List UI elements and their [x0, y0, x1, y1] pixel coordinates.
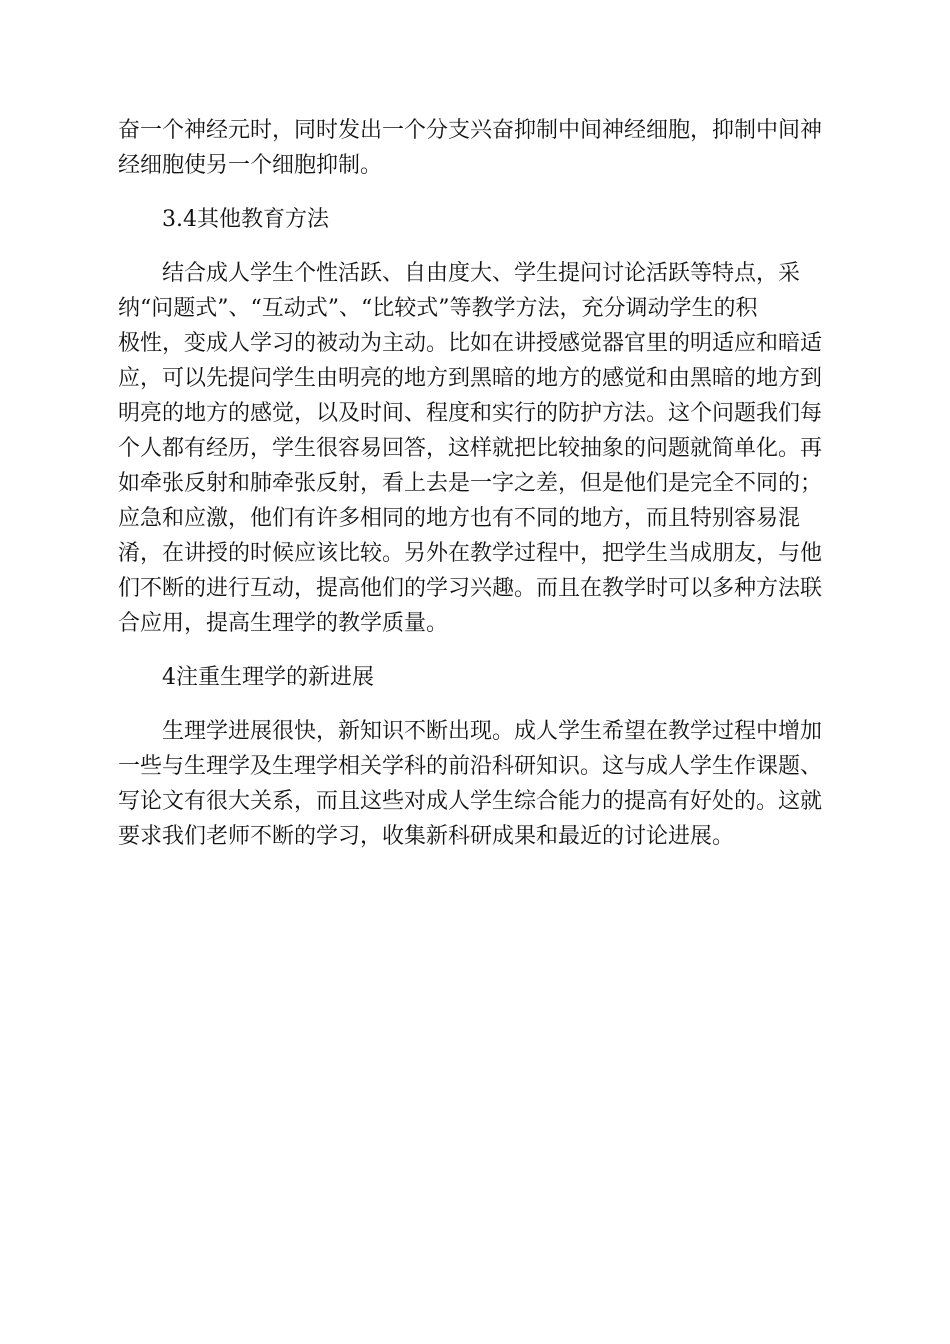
section-heading-4: 4注重生理学的新进展	[162, 665, 374, 690]
paragraph-other-methods: 结合成人学生个性活跃、自由度大、学生提问讨论活跃等特点，采 纳“问题式”、“互动式”、“比较式”等教学方法，充分调动学生的积 极性，变成人学习的被动为主动。比如在讲授感觉器官里的明适应和暗适 应，可以先提问学生由明亮的地方到黑暗的地方的感觉和由黑暗的地方到 明亮的地方的感觉，以及时间、程度和实行的防护方法。这个问题我们每 个人都有经历，学生很容易回答，这样就把比较抽象的问题就简单化。再 如牵张反射和肺牵张反射，看上去是一字之差，但是他们是完全不同的； 应急和应激，他们有许多相同的地方也有不同的地方，而且特别容易混 淆，在讲授的时候应该比较。另外在教学过程中，把学生当成朋友，与他 们不断的进行互动，提高他们的学习兴趣。而且在教学时可以多种方法联 合应用，提高生理学的教学质量。	[118, 261, 823, 636]
document-page	[118, 113, 834, 854]
paragraph-new-progress: 生理学进展很快，新知识不断出现。成人学生希望在教学过程中增加 一些与生理学及生理学相关学科的前沿科研知识。这与成人学生作课题、 写论文有很大关系，而且这些对成人学生综合能力的提高有好处的。这就 要求我们老师不断的学习，收集新科研成果和最近的讨论进展。	[118, 719, 823, 849]
paragraph-continuation: 奋一个神经元时，同时发出一个分支兴奋抑制中间神经细胞，抑制中间神 经细胞使另一个细胞抑制。	[118, 118, 823, 178]
section-heading-3-4: 3.4其他教育方法	[162, 207, 329, 232]
